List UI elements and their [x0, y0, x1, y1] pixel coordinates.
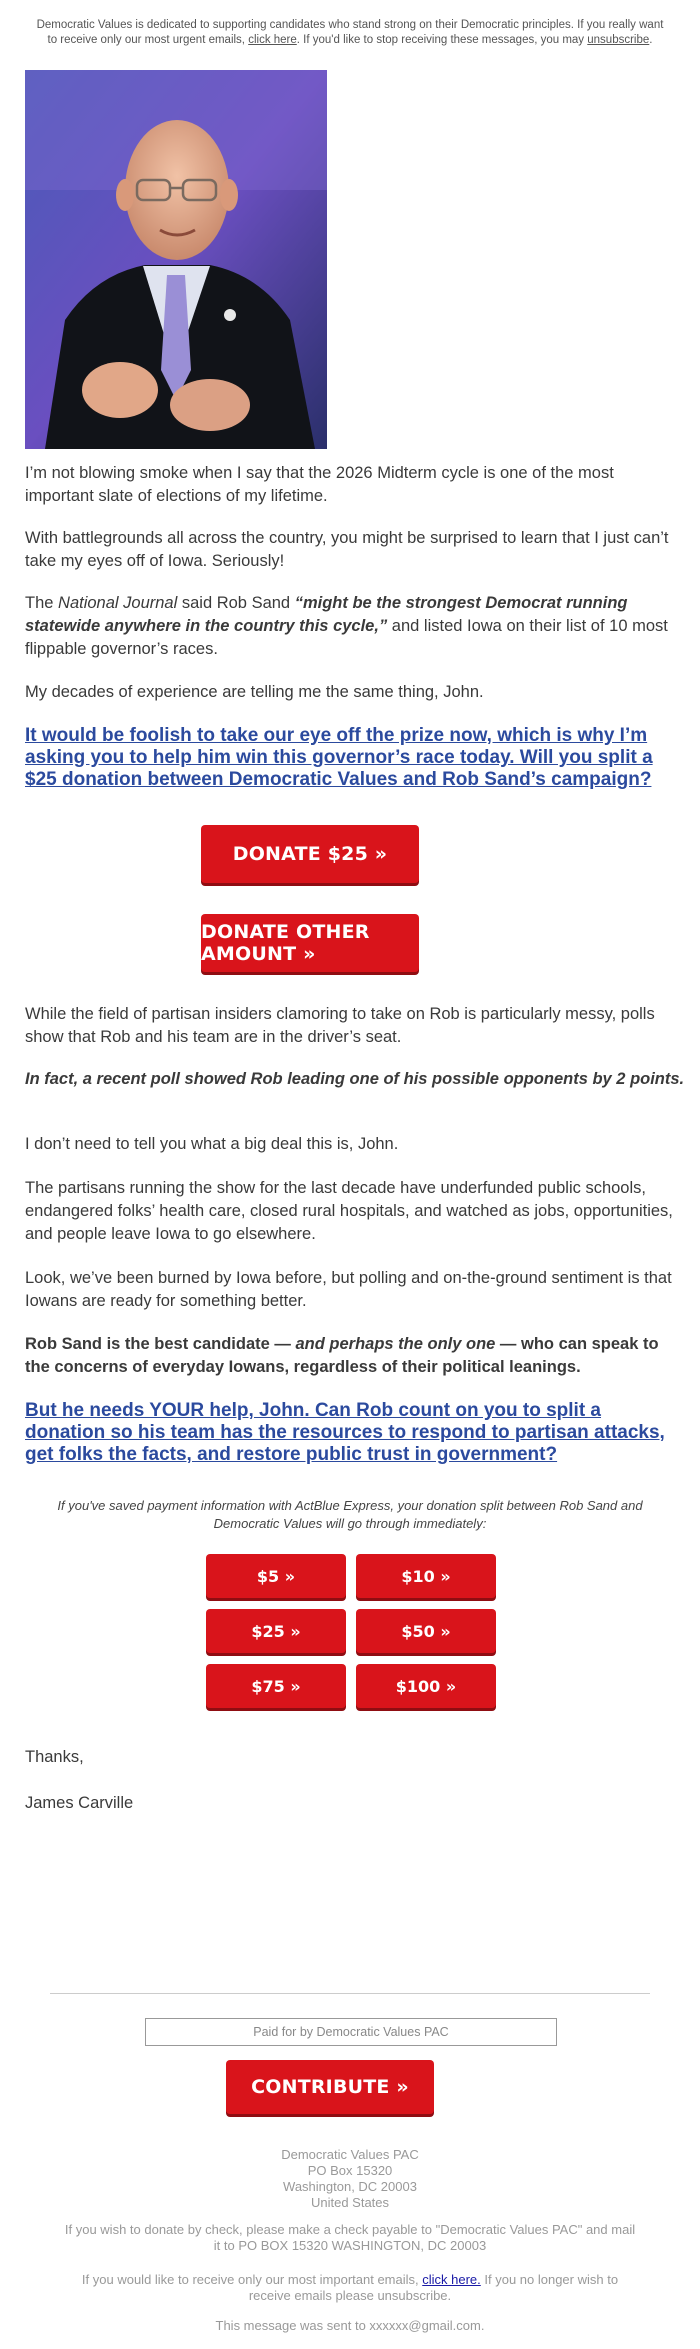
paragraph-9: Look, we’ve been burned by Iowa before, but polling and on-the-ground sentiment is that Iowans are ready for something better.: [25, 1269, 672, 1310]
p10-text-c: — who can speak to the concerns of everyday Iowans, regardless of their political leanings.: [25, 1335, 659, 1376]
paragraph-1: I’m not blowing smoke when I say that the 2026 Midterm cycle is one of the most important slate of elections of my lifetime.: [25, 464, 614, 505]
footer-sent-to: This message was sent to xxxxxx@gmail.com.: [215, 2318, 485, 2333]
preheader: [35, 18, 665, 48]
donate-5-button[interactable]: [206, 1554, 346, 1598]
headline-link-2[interactable]: But he needs YOUR help, John. Can Rob count on you to split a donation so his team has the resources to respond to partisan attacks, get folks the facts, and restore public trust in government?: [25, 1400, 665, 1465]
amount-label: $5 »: [256, 1566, 296, 1586]
footer-preferences: [60, 2272, 640, 2304]
donate-25-label: DONATE $25 »: [232, 843, 388, 865]
p10-text-a: Rob Sand is the best candidate —: [25, 1335, 296, 1353]
signature: James Carville: [25, 1794, 134, 1812]
paragraph-6: In fact, a recent poll showed Rob leading one of his possible opponents by 2 points.: [25, 1070, 685, 1088]
donate-other-amount-button[interactable]: [201, 914, 419, 972]
actblue-express-note: If you've saved payment information with ActBlue Express, your donation split between Rob Sand and Democratic Values will go through immediately:: [57, 1498, 643, 1531]
footer-check-note: If you wish to donate by check, please make a check payable to "Democratic Values PAC" and mail it to PO BOX 15320 WASHINGTON, DC 20003: [64, 2222, 636, 2253]
footer-pref-text: If you would like to receive only our most important emails,: [81, 2272, 423, 2287]
footer-divider: [50, 1993, 650, 1994]
p3-text-a: The: [25, 594, 59, 612]
paragraph-3: [25, 592, 685, 661]
preheader-unsubscribe-link[interactable]: unsubscribe: [587, 34, 650, 46]
footer-pref-text-end: If you no longer wish to receive emails please unsubscribe.: [248, 2272, 619, 2303]
donate-10-button[interactable]: [356, 1554, 496, 1598]
amount-label: $50 »: [401, 1621, 451, 1641]
donate-25-amount-button[interactable]: [206, 1609, 346, 1653]
p10-emphasis: and perhaps the only one: [295, 1335, 496, 1353]
contribute-label: CONTRIBUTE »: [251, 2076, 409, 2098]
footer-address: [60, 2147, 640, 2211]
footer-country: United States: [310, 2195, 390, 2210]
donate-25-button[interactable]: [201, 825, 419, 883]
paragraph-4: My decades of experience are telling me the same thing, John.: [25, 683, 484, 701]
donate-100-button[interactable]: [356, 1664, 496, 1708]
paragraph-5: While the field of partisan insiders clamoring to take on Rob is particularly messy, polls show that Rob and his team are in the driver’s seat.: [25, 1005, 655, 1046]
preheader-text: Democratic Values is dedicated to supporting candidates who stand strong on their Democratic principles. If you really want to receive only our most urgent emails,: [36, 19, 664, 46]
p3-text-c: said Rob Sand: [177, 594, 295, 612]
paragraph-8: The partisans running the show for the last decade have underfunded public schools, endangered folks’ health care, closed rural hospitals, and watched as jobs, opportunities, and people leave Iowa to go elsewhere.: [25, 1179, 673, 1243]
amount-label: $100 »: [395, 1676, 457, 1696]
paragraph-10: [25, 1333, 685, 1379]
preheader-text-middle: . If you'd like to stop receiving these messages, you may: [296, 34, 588, 46]
james-carville-photo: [25, 70, 327, 449]
amount-label: $10 »: [401, 1566, 451, 1586]
donate-50-button[interactable]: [356, 1609, 496, 1653]
footer-address-line-2: Washington, DC 20003: [283, 2179, 417, 2194]
paragraph-2: With battlegrounds all across the country, you might be surprised to learn that I just can’t take my eyes off of Iowa. Seriously!: [25, 529, 669, 570]
footer-address-line-1: PO Box 15320: [307, 2163, 393, 2178]
p3-quote: “might be the strongest Democrat running statewide anywhere in the country this cycle,”: [25, 594, 628, 635]
amount-label: $75 »: [251, 1676, 301, 1696]
headline-link-1[interactable]: It would be foolish to take our eye off the prize now, which is why I’m asking you to help him win this governor’s race today. Will you split a $25 donation between Democratic Values and Rob Sand’s campaign?: [25, 725, 653, 790]
donate-75-button[interactable]: [206, 1664, 346, 1708]
contribute-button[interactable]: [226, 2060, 434, 2114]
footer-click-here-link[interactable]: click here.: [422, 2272, 481, 2287]
footer-org: Democratic Values PAC: [281, 2147, 419, 2162]
p3-publication: National Journal: [58, 594, 178, 612]
paragraph-7: I don’t need to tell you what a big deal this is, John.: [25, 1135, 399, 1153]
preheader-click-here-link[interactable]: click here: [248, 34, 297, 46]
donate-other-label: DONATE OTHER AMOUNT »: [201, 921, 370, 965]
amount-label: $25 »: [251, 1621, 301, 1641]
p3-text-e: and listed Iowa on their list of 10 most flippable governor’s races.: [25, 617, 668, 658]
paid-for-box: Paid for by Democratic Values PAC: [145, 2018, 557, 2046]
preheader-text-end: .: [649, 34, 653, 46]
signoff-thanks: Thanks,: [25, 1748, 84, 1766]
